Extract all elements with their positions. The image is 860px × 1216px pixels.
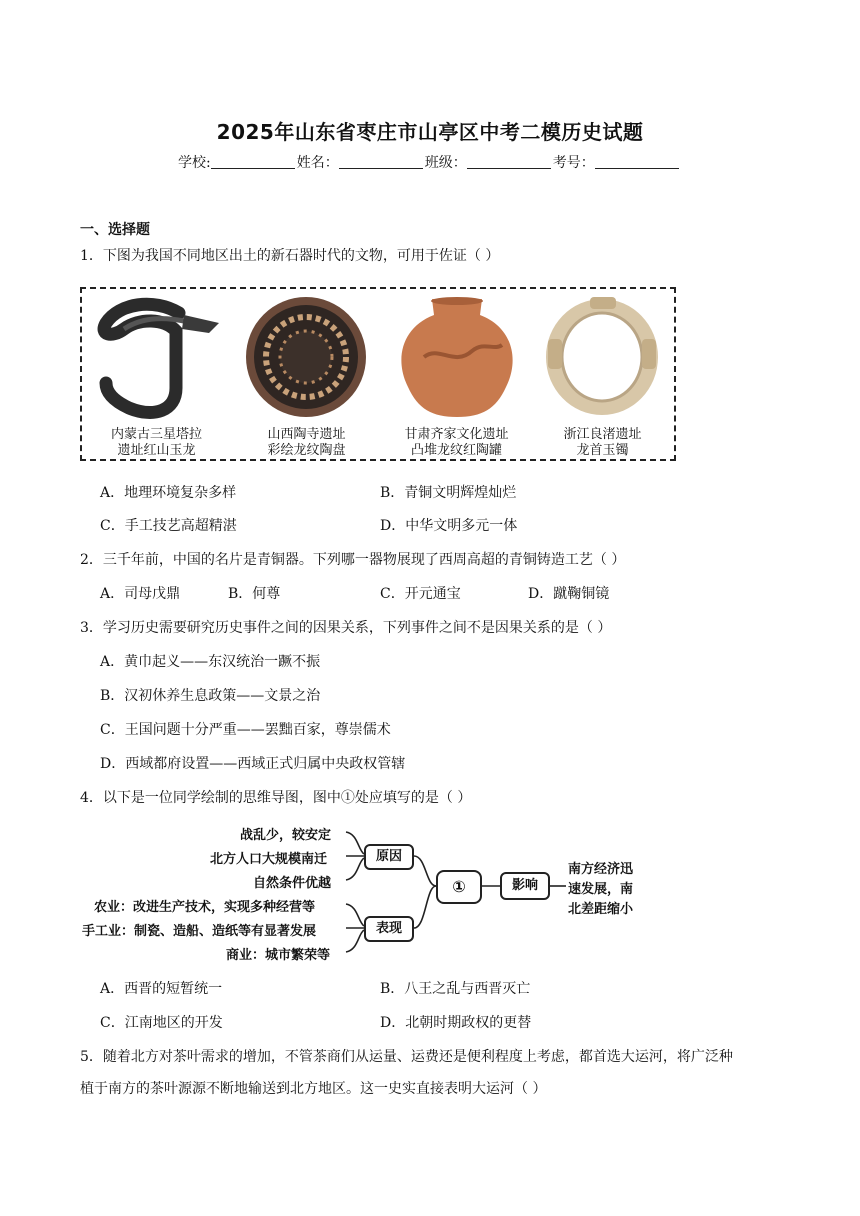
school-label: 学校: bbox=[178, 155, 211, 171]
artifact-caption-4b: 龙首玉镯 bbox=[576, 443, 629, 458]
cause-item-2: 北方人口大规模南迁 bbox=[210, 852, 328, 867]
q4-option-d[interactable]: D．北朝时期政权的更替 bbox=[380, 1015, 532, 1031]
exam-no-blank[interactable] bbox=[595, 154, 679, 169]
q3-option-a[interactable]: A．黄巾起义——东汉统治一蹶不振 bbox=[100, 654, 321, 670]
q2-option-b[interactable]: B．何尊 bbox=[228, 586, 281, 602]
page-title: 2025年山东省枣庄市山亭区中考二模历史试题 bbox=[216, 120, 644, 144]
center-blank-box[interactable]: ① bbox=[436, 870, 482, 904]
artifact-jade-dragon bbox=[84, 293, 229, 459]
artifact-painted-plate bbox=[234, 293, 379, 459]
question-1-image-panel bbox=[80, 287, 676, 461]
artifact-pottery-jar bbox=[384, 293, 529, 459]
name-label: 姓名： bbox=[296, 155, 339, 171]
pottery-jar-icon bbox=[384, 293, 529, 423]
q3-option-c[interactable]: C．王国问题十分严重——罢黜百家，尊崇儒术 bbox=[100, 722, 391, 738]
show-item-2: 手工业：制瓷、造船、造纸等有显著发展 bbox=[82, 924, 317, 939]
effect-text-2: 速发展，南 bbox=[568, 882, 634, 897]
q2-option-c[interactable]: C．开元通宝 bbox=[380, 586, 461, 602]
effect-box: 影响 bbox=[500, 872, 550, 900]
q1-option-d[interactable]: D．中华文明多元一体 bbox=[380, 518, 518, 534]
effect-text-3: 北差距缩小 bbox=[568, 902, 634, 917]
q4-option-a[interactable]: A．西晋的短暂统一 bbox=[100, 981, 223, 997]
effect-text-1: 南方经济迅 bbox=[568, 862, 634, 877]
q2-option-a[interactable]: A．司母戊鼎 bbox=[100, 586, 181, 602]
artifact-caption-4a: 浙江良渚遗址 bbox=[563, 427, 642, 442]
painted-plate-icon bbox=[234, 293, 379, 423]
q2-option-d[interactable]: D．蹴鞠铜镜 bbox=[528, 586, 610, 602]
cause-item-3: 自然条件优越 bbox=[253, 876, 332, 891]
artifact-caption-2a: 山西陶寺遗址 bbox=[267, 427, 346, 442]
jade-dragon-icon bbox=[84, 293, 229, 423]
name-blank[interactable] bbox=[339, 154, 423, 169]
q1-option-a[interactable]: A．地理环境复杂多样 bbox=[100, 485, 237, 501]
q3-option-d[interactable]: D．西域都府设置——西域正式归属中央政权管辖 bbox=[100, 756, 406, 772]
question-4-mind-map bbox=[80, 820, 680, 970]
artifact-caption-1b: 遗址红山玉龙 bbox=[117, 443, 196, 458]
cause-box: 原因 bbox=[364, 844, 414, 870]
class-label: 班级： bbox=[424, 155, 467, 171]
question-1-stem: 1．下图为我国不同地区出土的新石器时代的文物，可用于佐证（ ） bbox=[80, 248, 500, 264]
q4-option-b[interactable]: B．八王之乱与西晋灭亡 bbox=[380, 981, 531, 997]
question-4-stem: 4．以下是一位同学绘制的思维导图，图中①处应填写的是（ ） bbox=[80, 790, 472, 806]
artifact-jade-bracelet bbox=[530, 293, 675, 459]
show-box: 表现 bbox=[364, 916, 414, 942]
show-item-1: 农业：改进生产技术，实现多种经营等 bbox=[94, 900, 316, 915]
q1-option-c[interactable]: C．手工技艺高超精湛 bbox=[100, 518, 237, 534]
artifact-caption-1a: 内蒙古三星塔拉 bbox=[110, 427, 202, 442]
question-5-stem-line-2: 植于南方的茶叶源源不断地输送到北方地区。这一史实直接表明大运河（ ） bbox=[80, 1081, 547, 1097]
class-blank[interactable] bbox=[467, 154, 551, 169]
question-3-stem: 3．学习历史需要研究历史事件之间的因果关系，下列事件之间不是因果关系的是（ ） bbox=[80, 620, 612, 636]
cause-item-1: 战乱少，较安定 bbox=[240, 828, 332, 843]
section-heading: 一、选择题 bbox=[80, 222, 150, 238]
question-2-stem: 2．三千年前，中国的名片是青铜器。下列哪一器物展现了西周高超的青铜铸造工艺（ ） bbox=[80, 552, 626, 568]
artifact-caption-3b: 凸堆龙纹红陶罐 bbox=[410, 443, 502, 458]
school-blank[interactable] bbox=[211, 154, 295, 169]
q1-option-b[interactable]: B．青铜文明辉煌灿烂 bbox=[380, 485, 517, 501]
artifact-caption-3a: 甘肃齐家文化遗址 bbox=[404, 427, 509, 442]
jade-bracelet-icon bbox=[530, 293, 675, 423]
q3-option-b[interactable]: B．汉初休养生息政策——文景之治 bbox=[100, 688, 321, 704]
q4-option-c[interactable]: C．江南地区的开发 bbox=[100, 1015, 223, 1031]
exam-no-label: 考号： bbox=[552, 155, 595, 171]
question-5-stem-line-1: 5．随着北方对茶叶需求的增加，不管茶商们从运量、运费还是便利程度上考虑，都首选大运河，将广泛种 bbox=[80, 1049, 733, 1065]
artifact-caption-2b: 彩绘龙纹陶盘 bbox=[267, 443, 346, 458]
show-item-3: 商业：城市繁荣等 bbox=[226, 948, 331, 963]
student-info-line bbox=[178, 152, 681, 172]
